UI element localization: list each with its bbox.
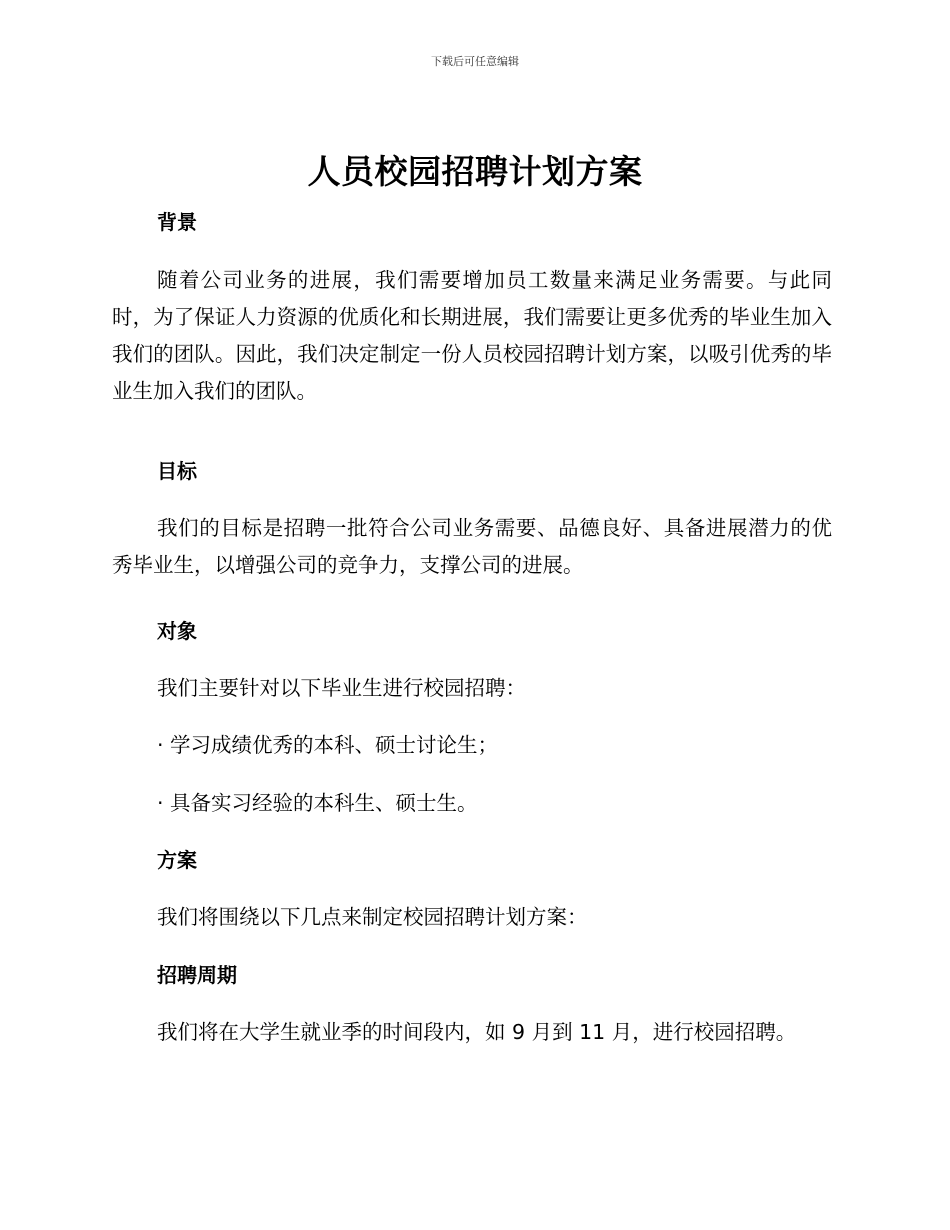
list-item: · 具备实习经验的本科生、硕士生。 (157, 791, 478, 815)
paragraph-background: 随着公司业务的进展，我们需要增加员工数量来满足业务需要。与此同时，为了保证人力资源的优质化和长期进展，我们需要让更多优秀的毕业生加入我们的团队。因此，我们决定制定一份人员校园招聘计划方案，以吸引优秀的毕业生加入我们的团队。 (112, 268, 832, 403)
section-heading-cycle: 招聘周期 (157, 963, 237, 987)
document-title: 人员校园招聘计划方案 (307, 152, 643, 191)
target-intro: 我们主要针对以下毕业生进行校园招聘： (157, 676, 526, 700)
section-heading-goal: 目标 (157, 459, 197, 483)
paragraph-cycle: 我们将在大学生就业季的时间段内，如 9 月到 11 月，进行校园招聘。 (157, 1020, 797, 1044)
section-heading-background: 背景 (157, 210, 197, 234)
section-heading-target: 对象 (157, 619, 197, 643)
header-note: 下载后可任意编辑 (431, 55, 519, 68)
section-heading-plan: 方案 (157, 848, 197, 872)
list-item: · 学习成绩优秀的本科、硕士讨论生； (157, 733, 499, 757)
paragraph-goal: 我们的目标是招聘一批符合公司业务需要、品德良好、具备进展潜力的优秀毕业生，以增强公司的竞争力，支撑公司的进展。 (112, 516, 832, 577)
plan-intro: 我们将围绕以下几点来制定校园招聘计划方案： (157, 905, 588, 929)
